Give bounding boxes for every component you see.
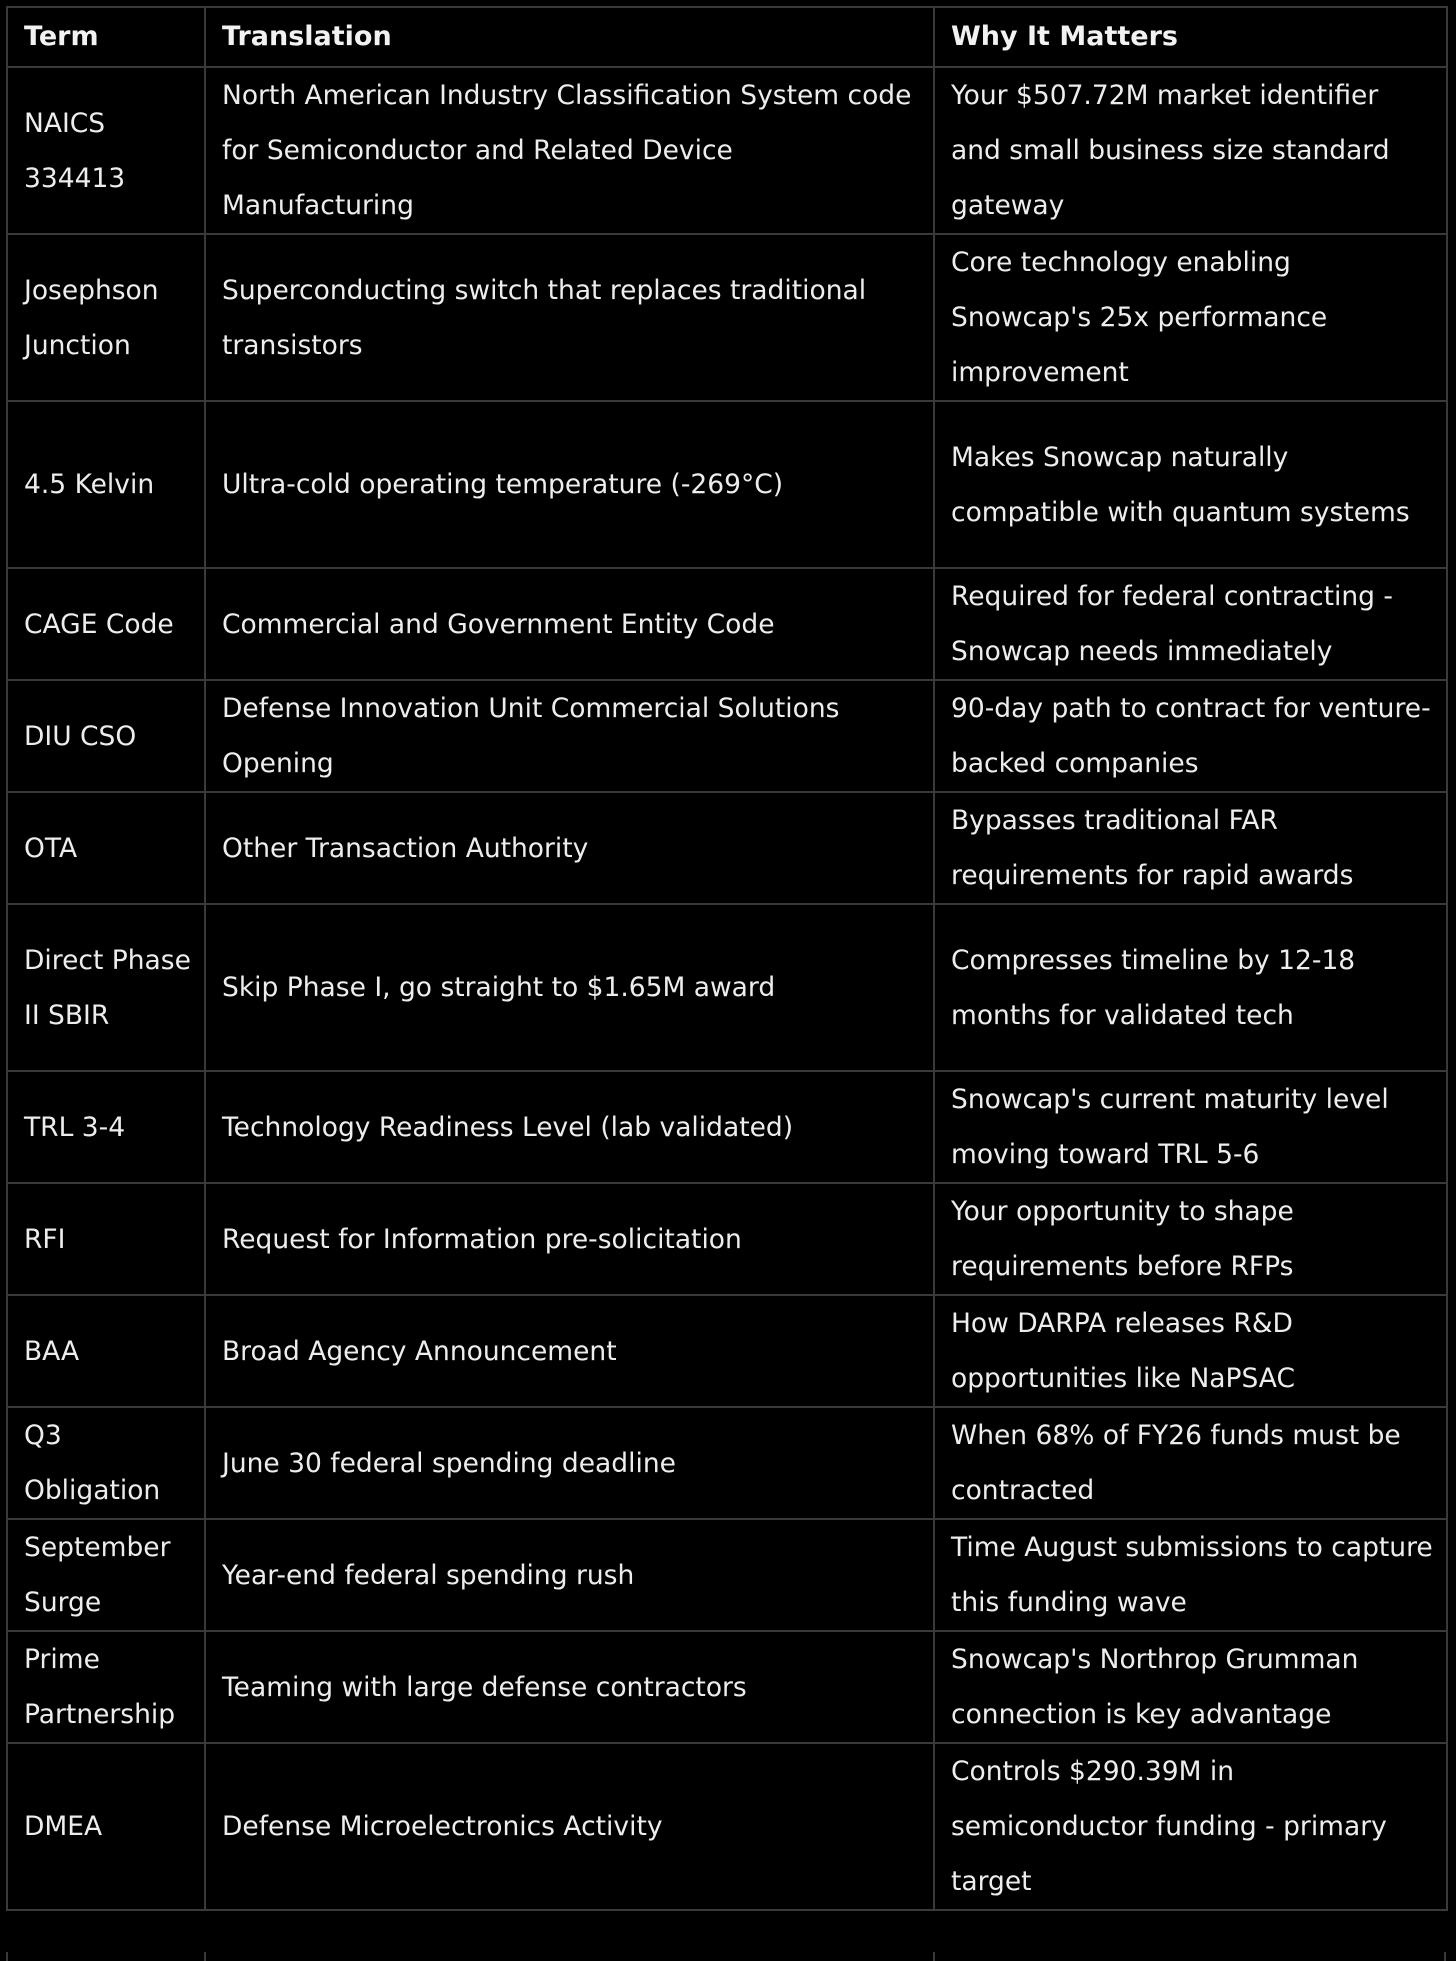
column-divider (204, 1952, 206, 1961)
translation-cell: Broad Agency Announcement (205, 1295, 934, 1407)
translation-cell: Year-end federal spending rush (205, 1519, 934, 1631)
table-row (7, 1295, 1447, 1407)
why-cell: Time August submissions to capture this funding wave (934, 1519, 1447, 1631)
table-row (7, 1631, 1447, 1743)
table-row (7, 680, 1447, 792)
translation-cell: Technology Readiness Level (lab validated) (205, 1071, 934, 1183)
translation-cell: Superconducting switch that replaces traditional transistors (205, 234, 934, 401)
translation-cell: Request for Information pre-solicitation (205, 1183, 934, 1295)
why-cell: Makes Snowcap naturally compatible with quantum systems (934, 401, 1447, 568)
translation-cell: Defense Innovation Unit Commercial Solutions Opening (205, 680, 934, 792)
table-row (7, 67, 1447, 234)
translation-cell: Defense Microelectronics Activity (205, 1743, 934, 1910)
why-cell: Compresses timeline by 12-18 months for validated tech (934, 904, 1447, 1071)
column-divider (933, 1952, 935, 1961)
table-row (7, 568, 1447, 680)
table-row (7, 1743, 1447, 1910)
term-cell: September Surge (7, 1519, 205, 1631)
table-row (7, 234, 1447, 401)
term-cell: CAGE Code (7, 568, 205, 680)
why-cell: Core technology enabling Snowcap's 25x performance improvement (934, 234, 1447, 401)
table-row (7, 1071, 1447, 1183)
why-cell: Bypasses traditional FAR requirements for rapid awards (934, 792, 1447, 904)
term-cell: OTA (7, 792, 205, 904)
term-cell: Q3 Obligation (7, 1407, 205, 1519)
why-cell: Snowcap's Northrop Grumman connection is key advantage (934, 1631, 1447, 1743)
why-cell: Controls $290.39M in semiconductor funding - primary target (934, 1743, 1447, 1910)
term-cell: TRL 3-4 (7, 1071, 205, 1183)
term-cell: BAA (7, 1295, 205, 1407)
translation-cell: Other Transaction Authority (205, 792, 934, 904)
why-cell: 90-day path to contract for venture-backed companies (934, 680, 1447, 792)
glossary-table (6, 6, 1448, 1911)
why-cell: When 68% of FY26 funds must be contracted (934, 1407, 1447, 1519)
table-row (7, 904, 1447, 1071)
translation-cell: Commercial and Government Entity Code (205, 568, 934, 680)
term-cell: Prime Partnership (7, 1631, 205, 1743)
term-cell: DIU CSO (7, 680, 205, 792)
table-header-row (7, 7, 1447, 67)
table-row (7, 1183, 1447, 1295)
term-cell: NAICS 334413 (7, 67, 205, 234)
translation-cell: Ultra-cold operating temperature (-269°C) (205, 401, 934, 568)
term-cell: RFI (7, 1183, 205, 1295)
term-cell: 4.5 Kelvin (7, 401, 205, 568)
translation-cell: Teaming with large defense contractors (205, 1631, 934, 1743)
table-row (7, 401, 1447, 568)
table-row (7, 792, 1447, 904)
translation-cell: Skip Phase I, go straight to $1.65M award (205, 904, 934, 1071)
table-row (7, 1407, 1447, 1519)
header-term: Term (7, 7, 205, 67)
why-cell: Your $507.72M market identifier and small business size standard gateway (934, 67, 1447, 234)
header-why-it-matters: Why It Matters (934, 7, 1447, 67)
term-cell: DMEA (7, 1743, 205, 1910)
table-row (7, 1519, 1447, 1631)
header-translation: Translation (205, 7, 934, 67)
why-cell: Snowcap's current maturity level moving toward TRL 5-6 (934, 1071, 1447, 1183)
why-cell: How DARPA releases R&D opportunities like NaPSAC (934, 1295, 1447, 1407)
why-cell: Your opportunity to shape requirements before RFPs (934, 1183, 1447, 1295)
term-cell: Josephson Junction (7, 234, 205, 401)
term-cell: Direct Phase II SBIR (7, 904, 205, 1071)
why-cell: Required for federal contracting - Snowcap needs immediately (934, 568, 1447, 680)
translation-cell: June 30 federal spending deadline (205, 1407, 934, 1519)
translation-cell: North American Industry Classification System code for Semiconductor and Related Device Manufacturing (205, 67, 934, 234)
table-continuation-edge (6, 1952, 1446, 1961)
